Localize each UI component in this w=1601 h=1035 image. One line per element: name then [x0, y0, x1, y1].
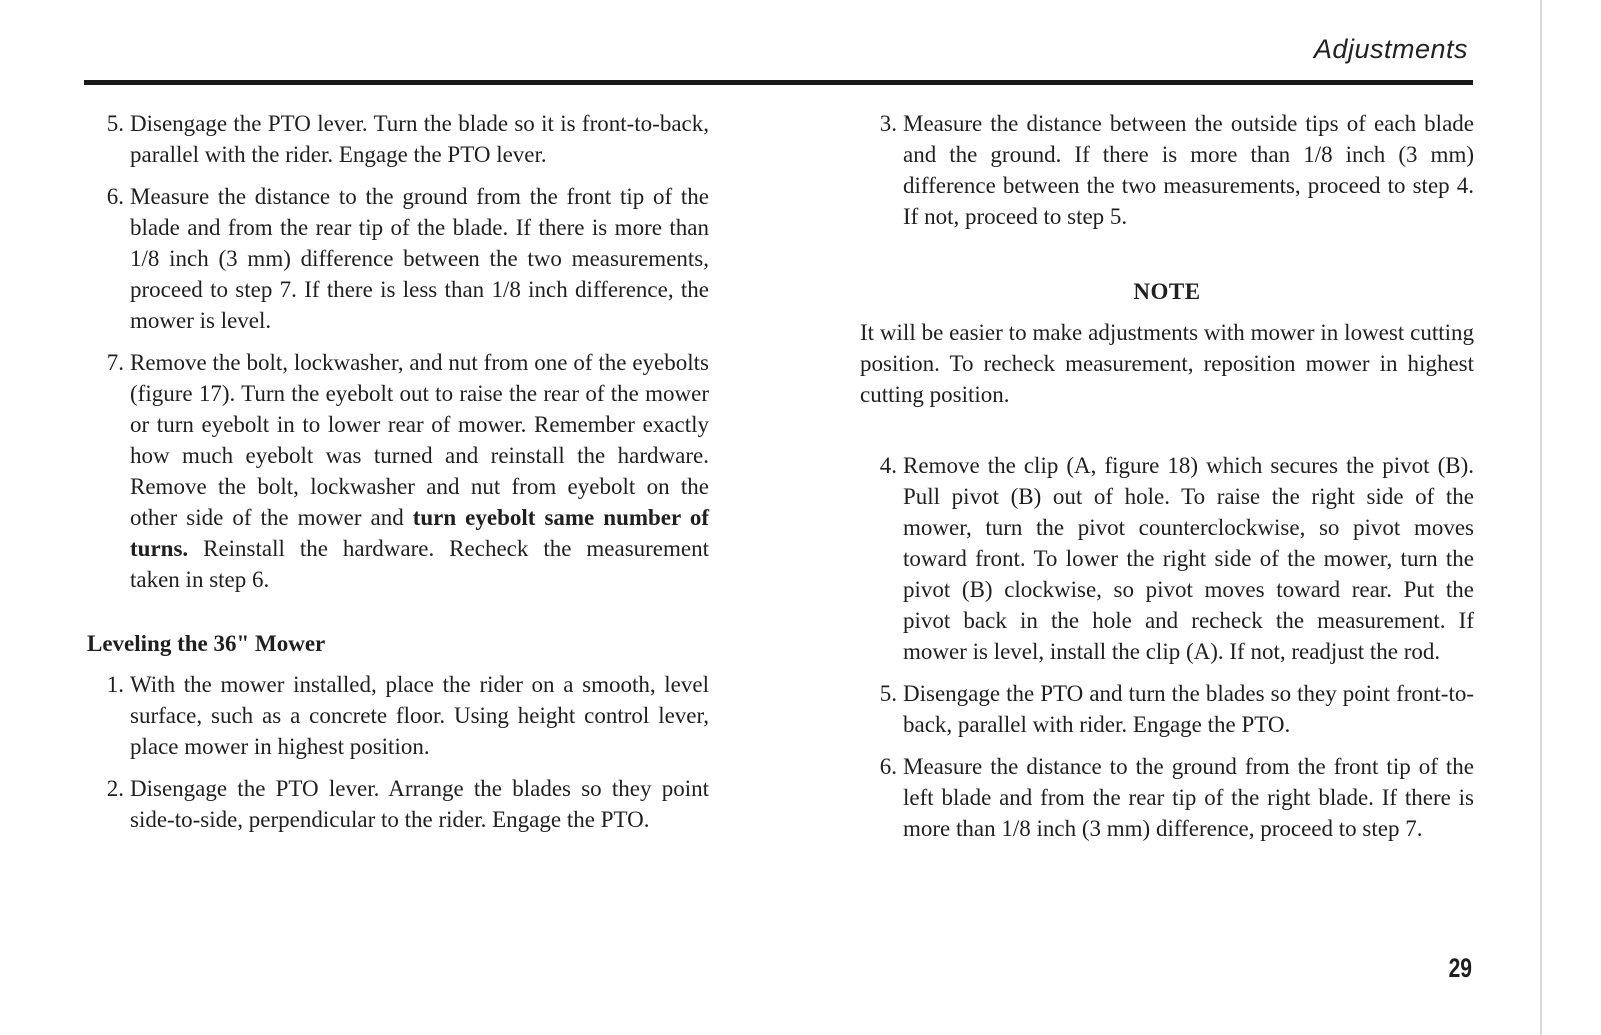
step-2-leveling	[87, 773, 709, 835]
step-3-right	[860, 108, 1474, 232]
step-5-left	[87, 108, 709, 170]
running-head-title: Adjustments	[1313, 34, 1468, 64]
step-1-leveling	[87, 669, 709, 762]
step-text-part: Reinstall the hardware. Recheck the measurement taken in step 6.	[130, 536, 709, 592]
step-number: 6.	[106, 184, 124, 209]
step-text: Measure the distance to the ground from the front tip of the blade and from the rear tip of the blade. If there is more than 1/8 inch (3 mm) difference between the two measurements, proceed to step 7. If there is less than 1/8 inch difference, the mower is level.	[130, 184, 709, 333]
step-text: Disengage the PTO and turn the blades so they point front-to-back, parallel with rider. Engage the PTO.	[903, 681, 1474, 737]
step-number: 5.	[879, 681, 897, 706]
right-column	[860, 108, 1474, 855]
step-number: 4.	[879, 453, 897, 478]
header-rule	[84, 80, 1473, 85]
step-text: With the mower installed, place the rider on a smooth, level surface, such as a concrete floor. Using height control lever, place mower in highest position.	[130, 672, 709, 759]
step-4-right	[860, 450, 1474, 667]
step-text: Disengage the PTO lever. Arrange the blades so they point side-to-side, perpendicular to the rider. Engage the PTO.	[130, 776, 709, 832]
step-5-right	[860, 678, 1474, 740]
step-text: Measure the distance between the outside tips of each blade and the ground. If there is more than 1/8 inch (3 mm) difference between the two measurements, proceed to step 4. If not, proceed to step 5.	[903, 111, 1474, 229]
step-number: 3.	[879, 111, 897, 136]
step-number: 5.	[106, 111, 124, 136]
step-text: Measure the distance to the ground from the front tip of the left blade and from the rear tip of the right blade. If there is more than 1/8 inch (3 mm) difference, proceed to step 7.	[903, 754, 1474, 841]
page-number: 29	[1448, 953, 1472, 983]
step-7-left	[87, 347, 709, 595]
step-text-part: Remove the bolt, lockwasher, and nut from one of the eyebolts (figure 17). Turn the eyebolt out to raise the rear of the mower or turn eyebolt in to lower rear of mower. Remember exactly how much eyebolt was turned and reinstall the hardware. Remove the bolt, lockwasher and nut from eyebolt on the other side of the mower and	[130, 350, 709, 530]
note-body: It will be easier to make adjustments with mower in lowest cutting position. To recheck measurement, reposition mower in highest cutting position.	[860, 320, 1474, 407]
left-column	[87, 108, 709, 846]
step-text: Remove the clip (A, figure 18) which secures the pivot (B). Pull pivot (B) out of hole. To raise the right side of the mower, turn the pivot counterclockwise, so pivot moves toward front. To lower the right side of the mower, turn the pivot (B) clockwise, so pivot moves toward rear. Put the pivot back in the hole and recheck the measurement. If mower is level, install the clip (A). If not, readjust the rod.	[903, 453, 1474, 664]
step-number: 7.	[106, 350, 124, 375]
step-6-right	[860, 751, 1474, 844]
step-number: 6.	[879, 754, 897, 779]
page-edge-line	[1540, 0, 1542, 1035]
section-heading: Leveling the 36" Mower	[87, 631, 326, 656]
step-text	[130, 347, 709, 595]
step-text: Disengage the PTO lever. Turn the blade so it is front-to-back, parallel with the rider. Engage the PTO lever.	[130, 111, 709, 167]
step-6-left	[87, 181, 709, 336]
step-number: 1.	[106, 672, 124, 697]
note-title: NOTE	[1133, 279, 1201, 304]
step-text-bold: turn eyebolt same number of turns.	[130, 505, 709, 561]
step-number: 2.	[106, 776, 124, 801]
